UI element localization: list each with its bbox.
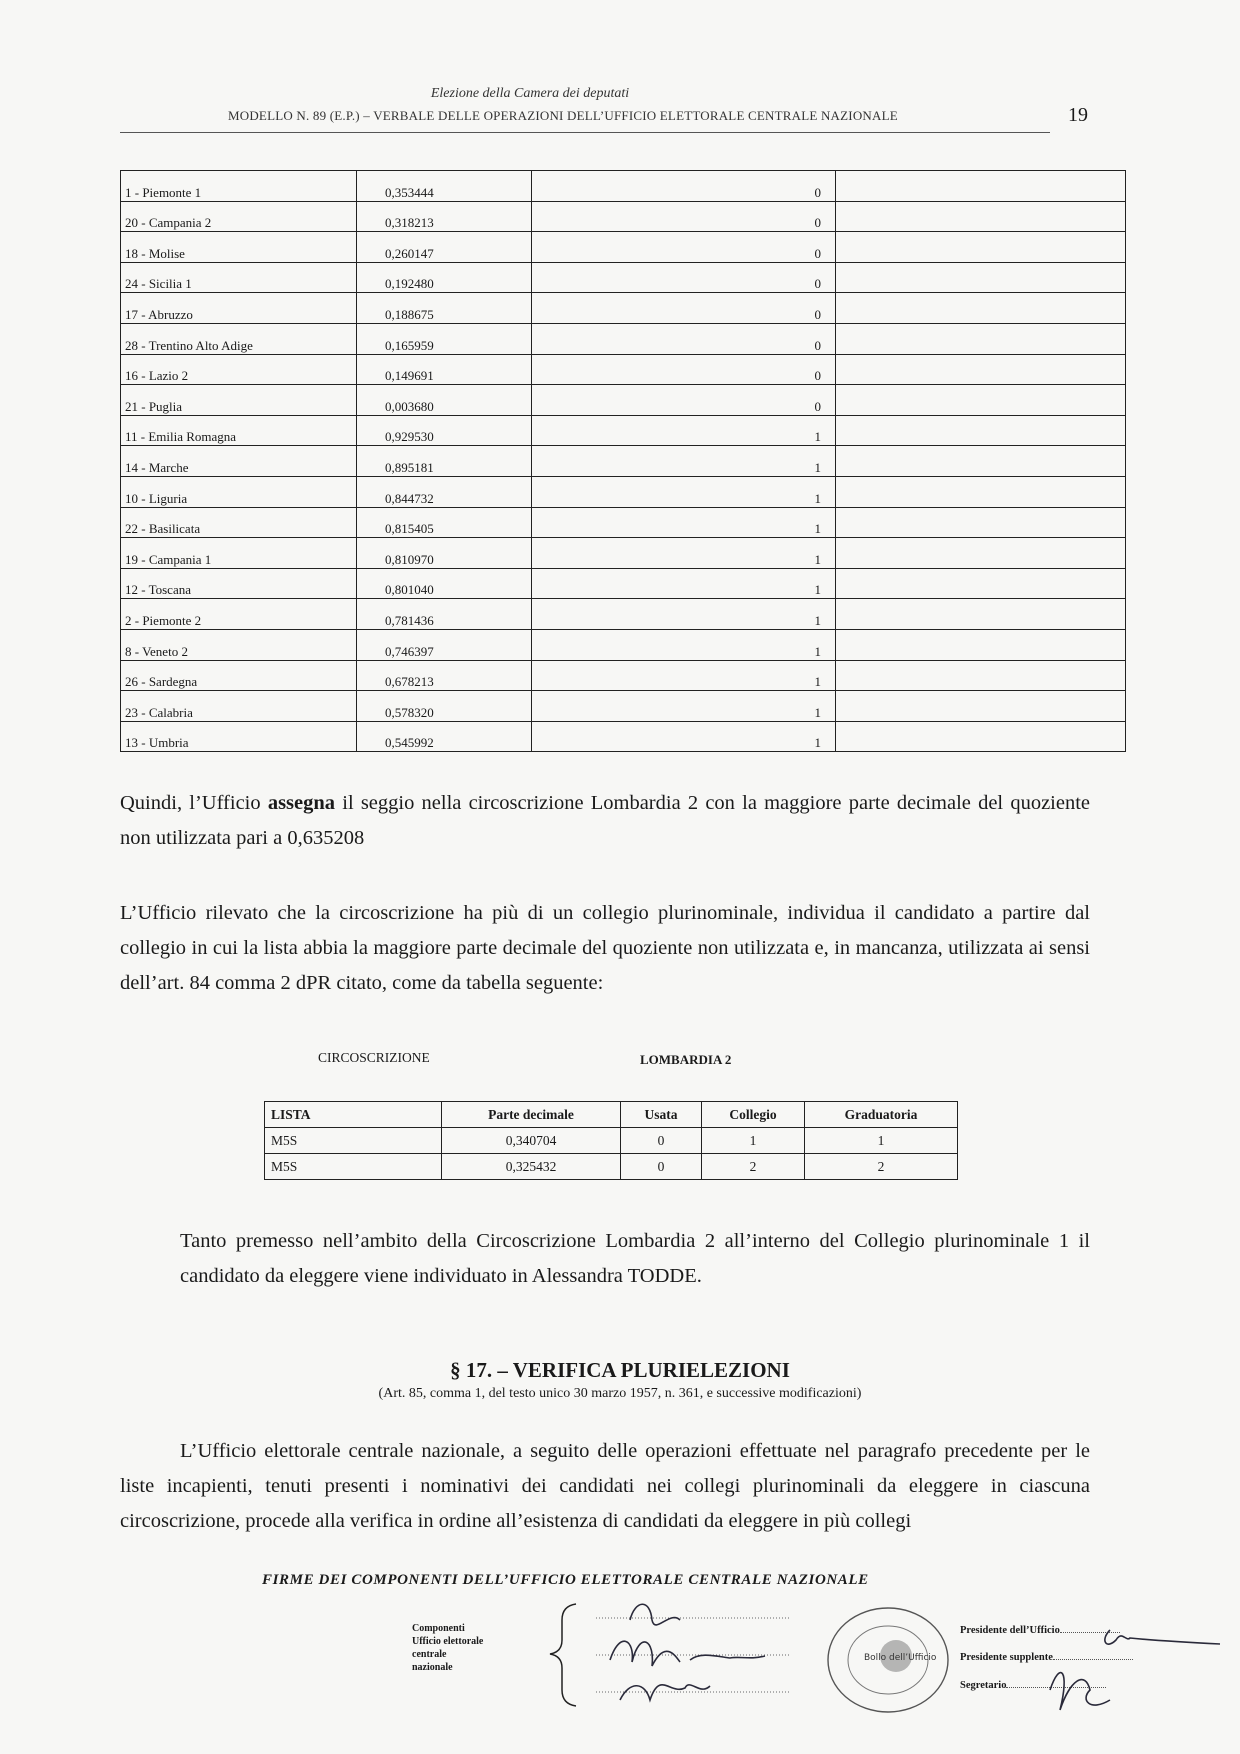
circoscrizione-value: LOMBARDIA 2 — [640, 1052, 732, 1067]
table-row — [121, 538, 1126, 569]
comp-line: nazionale — [412, 1662, 453, 1673]
count-cell: 0 — [532, 201, 836, 232]
circoscrizione-cell: 18 - Molise — [121, 232, 357, 263]
empty-cell — [836, 293, 1126, 324]
empty-cell — [836, 201, 1126, 232]
para1-text-a: Quindi, l’Ufficio — [120, 792, 268, 814]
table-header-row — [265, 1102, 958, 1128]
signature-scribble — [610, 1604, 765, 1700]
count-cell: 1 — [532, 660, 836, 691]
circoscrizione-cell: 20 - Campania 2 — [121, 201, 357, 232]
election-subtitle: Elezione della Camera dei deputati — [430, 86, 630, 101]
table-row — [121, 629, 1126, 660]
cell: 0 — [621, 1154, 702, 1180]
count-cell: 1 — [532, 629, 836, 660]
table-row — [121, 446, 1126, 477]
table-row — [121, 691, 1126, 722]
table-row — [121, 385, 1126, 416]
cell: 2 — [702, 1154, 805, 1180]
decimal-cell: 0,260147 — [357, 232, 532, 263]
circoscrizione-cell: 19 - Campania 1 — [121, 538, 357, 569]
decimal-cell: 0,678213 — [357, 660, 532, 691]
decimal-cell: 0,578320 — [357, 691, 532, 722]
empty-cell — [836, 323, 1126, 354]
empty-cell — [836, 385, 1126, 416]
count-cell: 0 — [532, 171, 836, 202]
circoscrizione-cell: 8 - Veneto 2 — [121, 629, 357, 660]
decimal-cell: 0,781436 — [357, 599, 532, 630]
col-usata: Usata — [621, 1102, 702, 1128]
comp-line: Componenti — [412, 1623, 465, 1634]
table-row — [121, 599, 1126, 630]
empty-cell — [836, 415, 1126, 446]
header-rule — [120, 132, 1050, 133]
table-row — [265, 1128, 958, 1154]
table-row — [121, 171, 1126, 202]
candidate-paragraph: L’Ufficio rilevato che la circoscrizione ha più di un collegio plurinominale, individua il candidato a partire dal collegio in cui la lista abbia la maggiore parte decimale del quoziente non utilizzata e, in mancanza, utilizzata ai sensi dell’art. 84 comma 2 dPR citato, come da tabella seguente: — [120, 902, 1090, 994]
verification-paragraph: L’Ufficio elettorale centrale nazionale, a seguito delle operazioni effettuate nel paragrafo precedente per le liste incapienti, tenuti presenti i nominativi dei candidati nei collegi plurinominali da eleggere in ciascuna circoscrizione, procede alla verifica in ordine all’esistenza di candidati da eleggere in più collegi — [120, 1440, 1090, 1532]
cell: 0 — [621, 1128, 702, 1154]
decimal-cell: 0,895181 — [357, 446, 532, 477]
table-row — [121, 568, 1126, 599]
table-row — [121, 415, 1126, 446]
decimal-cell: 0,165959 — [357, 323, 532, 354]
col-collegio: Collegio — [702, 1102, 805, 1128]
circoscrizione-cell: 11 - Emilia Romagna — [121, 415, 357, 446]
componenti-label — [412, 1622, 483, 1674]
empty-cell — [836, 354, 1126, 385]
cell: 2 — [805, 1154, 958, 1180]
circoscrizione-cell: 12 - Toscana — [121, 568, 357, 599]
model-title: MODELLO N. 89 (E.P.) – VERBALE DELLE OPERAZIONI DELL’UFFICIO ELETTORALE CENTRALE NAZIONALE — [228, 108, 898, 123]
count-cell: 0 — [532, 232, 836, 263]
circoscrizione-cell: 2 - Piemonte 2 — [121, 599, 357, 630]
page-number: 19 — [1068, 104, 1088, 126]
decimal-cell: 0,318213 — [357, 201, 532, 232]
decimal-parts-table — [120, 170, 1126, 752]
table-row — [121, 201, 1126, 232]
count-cell: 0 — [532, 293, 836, 324]
official-stamp — [818, 1600, 958, 1720]
empty-cell — [836, 568, 1126, 599]
section-subtitle: (Art. 85, comma 1, del testo unico 30 marzo 1957, n. 361, e successive modificazioni) — [378, 1386, 862, 1401]
count-cell: 1 — [532, 446, 836, 477]
circoscrizione-cell: 14 - Marche — [121, 446, 357, 477]
count-cell: 1 — [532, 538, 836, 569]
empty-cell — [836, 171, 1126, 202]
role-deputy-president: Presidente supplente — [960, 1652, 1133, 1663]
count-cell: 0 — [532, 385, 836, 416]
empty-cell — [836, 629, 1126, 660]
decimal-cell: 0,815405 — [357, 507, 532, 538]
circoscrizione-cell: 17 - Abruzzo — [121, 293, 357, 324]
table-row — [121, 232, 1126, 263]
circoscrizione-label: CIRCOSCRIZIONE — [318, 1050, 430, 1065]
officer-signatures — [1030, 1600, 1230, 1740]
empty-cell — [836, 660, 1126, 691]
circoscrizione-cell: 1 - Piemonte 1 — [121, 171, 357, 202]
para1-text-b: il seggio nella circoscrizione Lombardia 2 con la maggiore parte decimale del quoziente non utilizzata pari a 0,635208 — [120, 792, 1091, 849]
count-cell: 1 — [532, 721, 836, 752]
col-graduatoria: Graduatoria — [805, 1102, 958, 1128]
col-lista: LISTA — [265, 1102, 442, 1128]
decimal-cell: 0,353444 — [357, 171, 532, 202]
assignment-paragraph — [120, 786, 1090, 856]
empty-cell — [836, 476, 1126, 507]
empty-cell — [836, 446, 1126, 477]
count-cell: 0 — [532, 354, 836, 385]
decimal-cell: 0,003680 — [357, 385, 532, 416]
count-cell: 1 — [532, 507, 836, 538]
decimal-cell: 0,192480 — [357, 262, 532, 293]
decimal-cell: 0,545992 — [357, 721, 532, 752]
circoscrizione-cell: 16 - Lazio 2 — [121, 354, 357, 385]
col-parte-decimale: Parte decimale — [442, 1102, 621, 1128]
circoscrizione-cell: 10 - Liguria — [121, 476, 357, 507]
count-cell: 1 — [532, 599, 836, 630]
role-president: Presidente dell’Ufficio — [960, 1625, 1120, 1636]
brace-icon — [550, 1604, 576, 1706]
comp-line: centrale — [412, 1649, 447, 1660]
count-cell: 1 — [532, 415, 836, 446]
circoscrizione-cell: 13 - Umbria — [121, 721, 357, 752]
circoscrizione-cell: 24 - Sicilia 1 — [121, 262, 357, 293]
cell: 0,325432 — [442, 1154, 621, 1180]
count-cell: 1 — [532, 691, 836, 722]
decimal-cell: 0,844732 — [357, 476, 532, 507]
cell: 1 — [805, 1128, 958, 1154]
circoscrizione-cell: 22 - Basilicata — [121, 507, 357, 538]
para1-bold: assegna — [267, 792, 336, 814]
stamp-text: Bollo dell’Ufficio — [864, 1653, 937, 1663]
section-title: § 17. – VERIFICA PLURIELEZIONI — [450, 1358, 790, 1382]
count-cell: 1 — [532, 476, 836, 507]
circoscrizione-cell: 23 - Calabria — [121, 691, 357, 722]
table-row — [121, 323, 1126, 354]
count-cell: 0 — [532, 323, 836, 354]
decimal-cell: 0,929530 — [357, 415, 532, 446]
cell: 0,340704 — [442, 1128, 621, 1154]
decimal-cell: 0,188675 — [357, 293, 532, 324]
empty-cell — [836, 507, 1126, 538]
table-row — [121, 507, 1126, 538]
decimal-cell: 0,810970 — [357, 538, 532, 569]
college-ranking-table — [264, 1101, 958, 1180]
table-row — [121, 721, 1126, 752]
decimal-cell: 0,801040 — [357, 568, 532, 599]
cell: M5S — [265, 1154, 442, 1180]
table-row — [265, 1154, 958, 1180]
cell: 1 — [702, 1128, 805, 1154]
count-cell: 1 — [532, 568, 836, 599]
table-row — [121, 660, 1126, 691]
empty-cell — [836, 538, 1126, 569]
circoscrizione-cell: 28 - Trentino Alto Adige — [121, 323, 357, 354]
elected-paragraph: Tanto premesso nell’ambito della Circoscrizione Lombardia 2 all’interno del Collegio plurinominale 1 il candidato da eleggere viene individuato in Alessandra TODDE. — [180, 1230, 1090, 1287]
decimal-cell: 0,746397 — [357, 629, 532, 660]
signature-area — [540, 1600, 800, 1710]
comp-line: Ufficio elettorale — [412, 1636, 484, 1647]
table-row — [121, 293, 1126, 324]
circoscrizione-cell: 26 - Sardegna — [121, 660, 357, 691]
table-row — [121, 354, 1126, 385]
decimal-cell: 0,149691 — [357, 354, 532, 385]
empty-cell — [836, 599, 1126, 630]
cell: M5S — [265, 1128, 442, 1154]
empty-cell — [836, 262, 1126, 293]
count-cell: 0 — [532, 262, 836, 293]
empty-cell — [836, 721, 1126, 752]
role-secretary: Segretario — [960, 1680, 1106, 1691]
signatures-heading: FIRME DEI COMPONENTI DELL’UFFICIO ELETTORALE CENTRALE NAZIONALE — [262, 1572, 869, 1588]
empty-cell — [836, 232, 1126, 263]
circoscrizione-cell: 21 - Puglia — [121, 385, 357, 416]
table-row — [121, 476, 1126, 507]
empty-cell — [836, 691, 1126, 722]
table-row — [121, 262, 1126, 293]
